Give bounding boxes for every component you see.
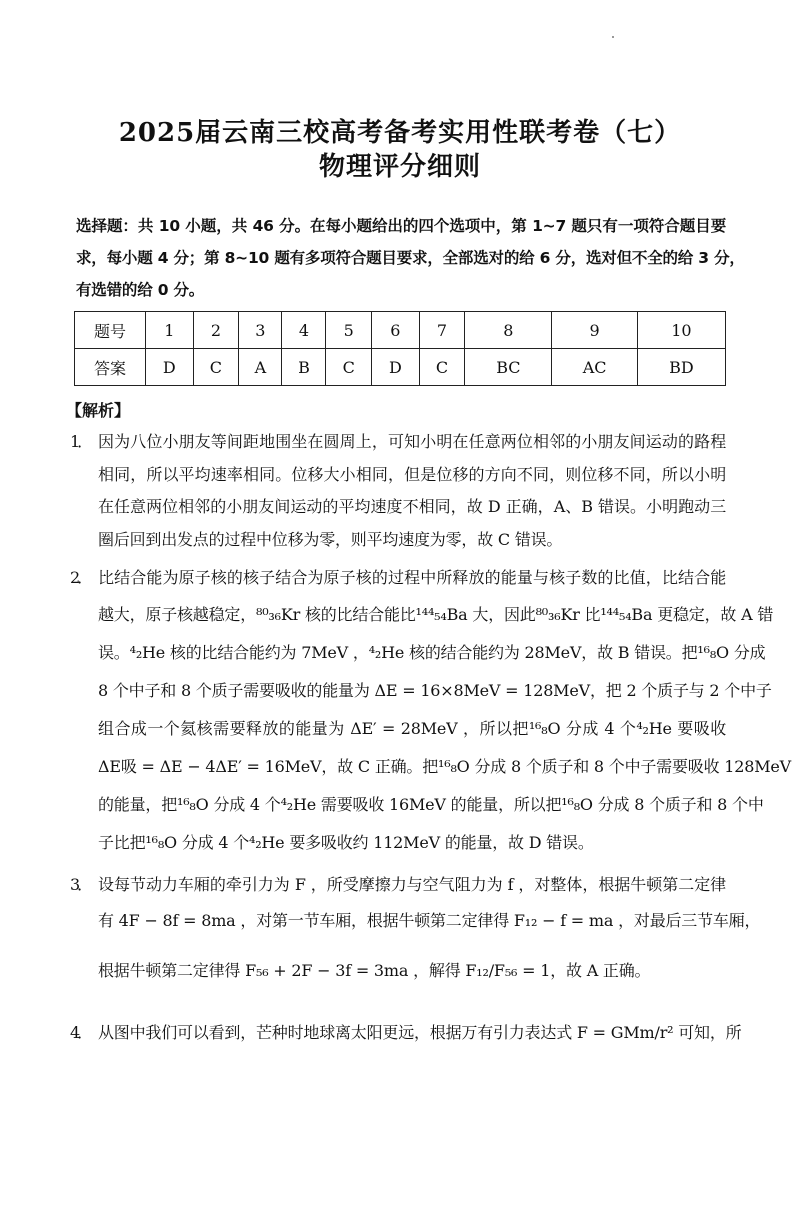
item-number: 2．: [70, 568, 91, 587]
question-number: 7: [419, 312, 465, 349]
answer-table: [74, 311, 726, 386]
item-text-line: 相同，所以平均速率相同。位移大小相同，但是位移的方向不同，则位移不同，所以小明: [98, 465, 726, 484]
item-number: 1．: [70, 432, 91, 451]
question-number: 2: [193, 312, 239, 349]
item-text-line: 的能量，把¹⁶₈O 分成 4 个⁴₂He 需要吸收 16MeV 的能量，所以把¹⁶₈O 分成 8 个质子和 8 个中: [98, 795, 764, 814]
item-text-line: 误。⁴₂He 核的比结合能约为 7MeV ，⁴₂He 核的结合能约为 28MeV，故 B 错误。把¹⁶₈O 分成: [98, 643, 766, 662]
answer-cell: D: [372, 349, 420, 386]
question-number: 3: [239, 312, 282, 349]
item-text-line: 从图中我们可以看到，芒种时地球离太阳更远，根据万有引力表达式 F = GMm/r² 可知，所: [98, 1023, 742, 1042]
instruction-line: 求，每小题 4 分；第 8~10 题有多项符合题目要求，全部选对的给 6 分，选对但不全的给 3 分，: [76, 249, 745, 267]
item-text-line: 子比把¹⁶₈O 分成 4 个⁴₂He 要多吸收约 112MeV 的能量，故 D 错误。: [98, 833, 594, 852]
question-number: 10: [637, 312, 725, 349]
item-text-line: 因为八位小朋友等间距地围坐在圆周上，可知小明在任意两位相邻的小朋友间运动的路程: [98, 432, 726, 451]
instruction-line: 选择题：共 10 小题，共 46 分。在每小题给出的四个选项中，第 1~7 题只有一项符合题目要: [76, 217, 726, 235]
item-text-line: 根据牛顿第二定律得 F₅₆ + 2F − 3f = 3ma ，解得 F₁₂/F₅₆ = 1，故 A 正确。: [98, 961, 651, 980]
question-number: 1: [146, 312, 194, 349]
document-subtitle: 物理评分细则: [318, 152, 481, 182]
answer-cell: A: [239, 349, 282, 386]
item-number: 4．: [70, 1023, 91, 1042]
item-text-line: 有 4F − 8f = 8ma ，对第一节车厢，根据牛顿第二定律得 F₁₂ − f = ma ，对最后三节车厢，: [98, 911, 761, 930]
item-text-line: 圈后回到出发点的过程中位移为零，则平均速度为零，故 C 错误。: [98, 530, 563, 549]
document-title: 2025届云南三校高考备考实用性联考卷（七）: [118, 118, 682, 148]
question-number: 5: [326, 312, 372, 349]
item-text-line: 在任意两位相邻的小朋友间运动的平均速度不相同，故 D 正确，A、B 错误。小明跑动三: [98, 497, 726, 516]
item-text-line: 越大，原子核越稳定，⁸⁰₃₆Kr 核的比结合能比¹⁴⁴₅₄Ba 大，因此⁸⁰₃₆Kr 比¹⁴⁴₅₄Ba 更稳定，故 A 错: [98, 605, 774, 624]
row-header: 题号: [75, 312, 146, 349]
instruction-line: 有选错的给 0 分。: [76, 281, 205, 299]
answer-cell: BC: [465, 349, 552, 386]
item-text-line: 组合成一个氦核需要释放的能量为 ΔE′ = 28MeV ，所以把¹⁶₈O 分成 4 个⁴₂He 要吸收: [98, 719, 726, 738]
answer-cell: BD: [637, 349, 725, 386]
row-header: 答案: [75, 349, 146, 386]
question-number: 6: [372, 312, 420, 349]
analysis-heading: 【解析】: [66, 401, 131, 420]
answer-cell: D: [146, 349, 194, 386]
item-text-line: 设每节动力车厢的牵引力为 F ，所受摩擦力与空气阻力为 f ，对整体，根据牛顿第二定律: [98, 875, 726, 894]
answer-cell: C: [326, 349, 372, 386]
answer-cell: AC: [552, 349, 637, 386]
scan-speck: [612, 36, 614, 38]
item-text-line: ΔE吸 = ΔE − 4ΔE′ = 16MeV，故 C 正确。把¹⁶₈O 分成 8 个质子和 8 个中子需要吸收 128MeV: [98, 757, 792, 776]
answer-cell: C: [193, 349, 239, 386]
question-number: 9: [552, 312, 637, 349]
answer-cell: B: [282, 349, 326, 386]
table-row-answers: [75, 349, 726, 386]
question-number: 4: [282, 312, 326, 349]
item-number: 3．: [70, 875, 91, 894]
question-number: 8: [465, 312, 552, 349]
item-text-line: 8 个中子和 8 个质子需要吸收的能量为 ΔE = 16×8MeV = 128MeV，把 2 个质子与 2 个中子: [98, 681, 772, 700]
item-text-line: 比结合能为原子核的核子结合为原子核的过程中所释放的能量与核子数的比值，比结合能: [98, 568, 726, 587]
answer-cell: C: [419, 349, 465, 386]
table-row-numbers: [75, 312, 726, 349]
